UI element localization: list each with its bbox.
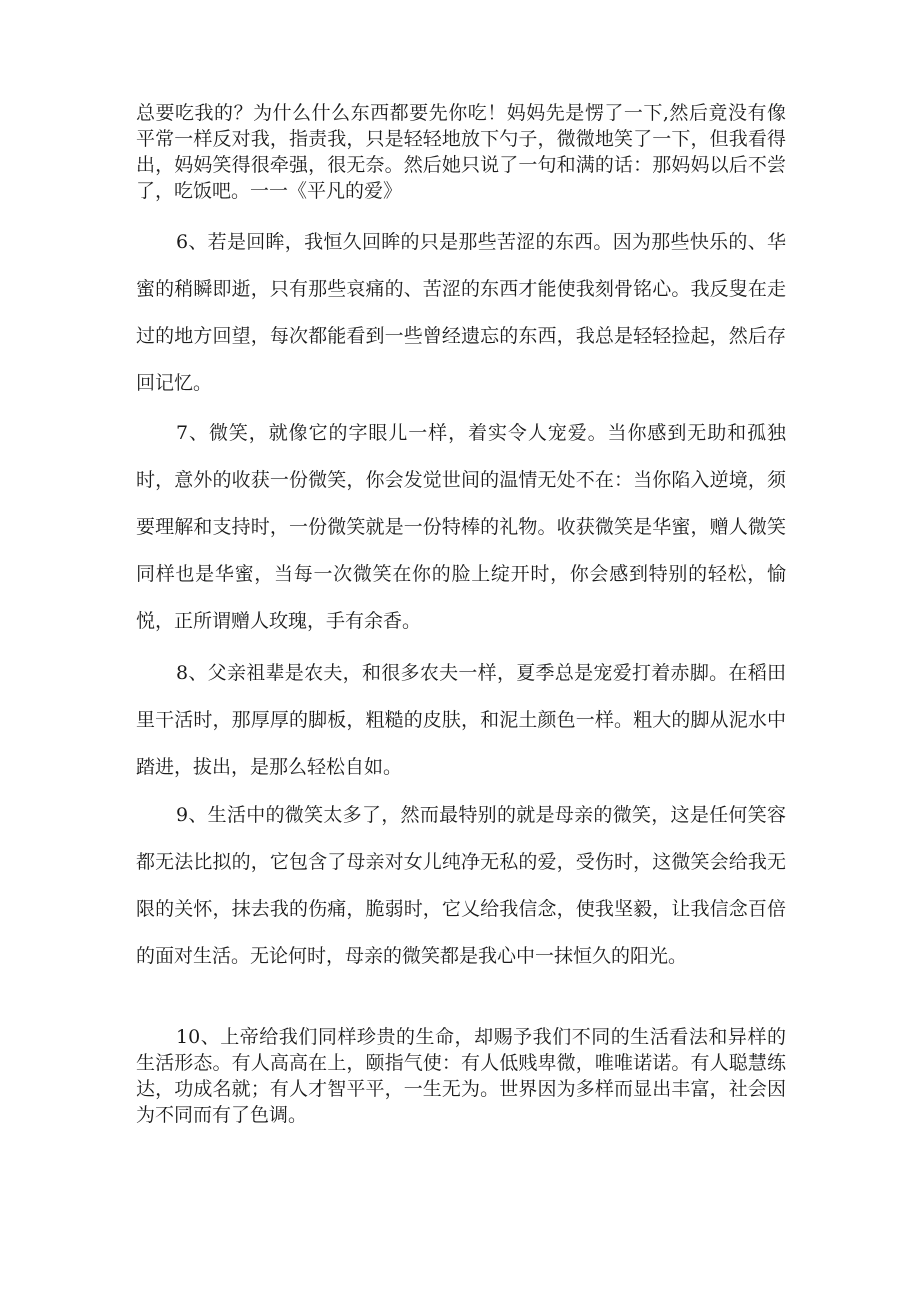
paragraph-8: 8、父亲祖辈是农夫，和很多农夫一样，夏季总是宠爱打着赤脚。在稻田里干活时，那厚厚的脚板，粗糙的皮肤，和泥土颜色一样。粗大的脚从泥水中踏进，拔出，是那么轻松自如。 (136, 662, 786, 778)
paragraph-10: 10、上帝给我们同样珍贵的生命，却赐予我们不同的生活看法和异样的生活形态。有人高高在上，颐指气使：有人低贱卑微，唯唯诺诺。有人聪慧练达，功成名就；有人才智平平，一生无为。世界因为多样而显出丰富，社会因为不同而有了色调。 (136, 1026, 786, 1126)
paragraph-6: 6、若是回眸，我恒久回眸的只是那些苦涩的东西。因为那些快乐的、华蜜的稍瞬即逝，只有那些哀痛的、苦涩的东西才能使我刻骨铭心。我反叟在走过的地方回望，每次都能看到一些曾经遗忘的东西，我总是轻轻捡起，然后存回记忆。 (136, 231, 786, 394)
paragraph-7: 7、微笑，就像它的字眼儿一样，着实令人宠爱。当你感到无助和孤独时，意外的收获一份微笑，你会发觉世间的温情无处不在：当你陷入逆境，须要理解和支持时，一份微笑就是一份特棒的礼物。收获微笑是华蜜，赠人微笑同样也是华蜜，当每一次微笑在你的脸上绽开时，你会感到特别的轻松，愉悦，正所谓赠人玫瑰，手有余香。 (136, 422, 786, 632)
paragraph-intro: 总要吃我的？为什么什么东西都要先你吃！妈妈先是愣了一下,然后竟没有像平常一样反对我，指责我，只是轻轻地放下勺子，微微地笑了一下，但我看得出，妈妈笑得很牵强，很无奈。然后她只说了一句和满的话：那妈妈以后不尝了，吃饭吧。一一《平凡的爱》 (136, 102, 786, 202)
paragraph-9: 9、生活中的微笑太多了，然而最特别的就是母亲的微笑，这是任何笑容都无法比拟的，它包含了母亲对女儿纯净无私的爱，受伤时，这微笑会给我无限的关怀，抹去我的伤痛，脆弱时，它乂给我信念，使我坚毅，让我信念百倍的面对生活。无论何时，母亲的微笑都是我心中一抹恒久的阳光。 (136, 804, 786, 967)
